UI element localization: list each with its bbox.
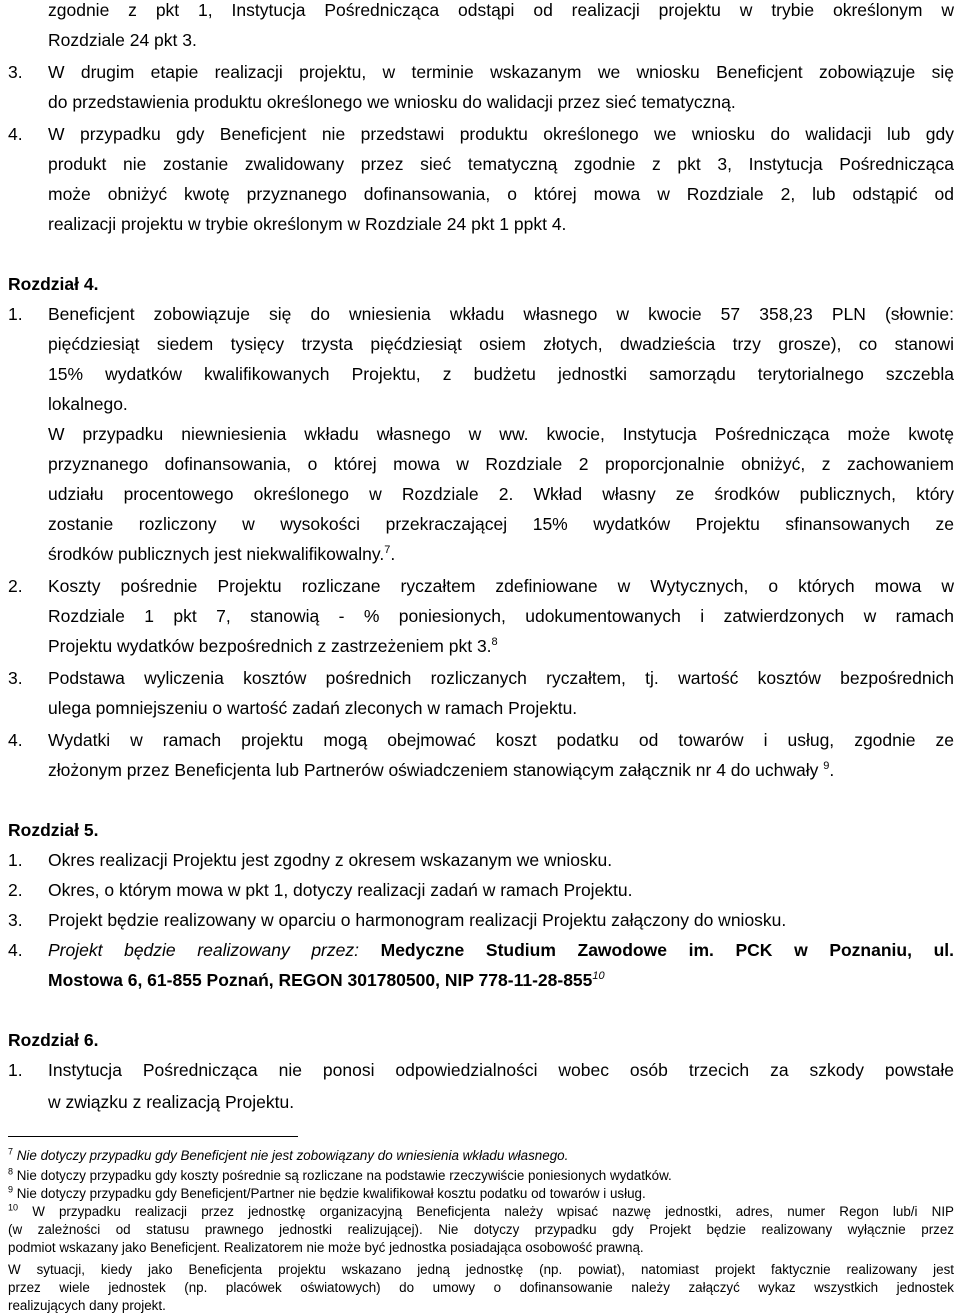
- paragraph-line: [48, 544, 954, 564]
- footnote-text: W przypadku realizacji przez jednostkę organizacyjną Beneficjenta należy wpisać nazwę jednostki, adres, numer Regon lub/i NIP: [32, 1204, 954, 1219]
- list-number: 2.: [8, 880, 23, 900]
- paragraph-line: Koszty pośrednie Projektu rozliczane ryczałtem zdefiniowane w Wytycznych, o których mowa w: [48, 576, 954, 596]
- list-number: 1.: [8, 1060, 23, 1080]
- paragraph-line: pięćdziesiąt siedem tysięcy trzysta pięćdziesiąt osiem złotych, dwadzieścia trzy grosze), co stanowi: [48, 334, 954, 354]
- list-number: 2.: [8, 576, 23, 596]
- paragraph-line: Wydatki w ramach projektu mogą obejmować koszt podatku od towarów i usług, zgodnie ze: [48, 730, 954, 750]
- section-heading: Rozdział 4.: [8, 274, 99, 294]
- paragraph-line: Beneficjent zobowiązuje się do wniesienia wkładu własnego w kwocie 57 358,23 PLN (słownie:: [48, 304, 954, 324]
- list-number: 4.: [8, 730, 23, 750]
- paragraph-text: Projektu wydatków bezpośrednich z zastrzeżeniem pkt 3.: [48, 636, 492, 656]
- list-number: 3.: [8, 62, 23, 82]
- bold-text: Medyczne Studium Zawodowe im. PCK w Poznaniu, ul.: [380, 940, 954, 960]
- footnote-number: 7: [8, 1146, 14, 1157]
- paragraph-line: Instytucja Pośrednicząca nie ponosi odpowiedzialności wobec osób trzecich za szkody powstałe: [48, 1060, 954, 1080]
- list-number: 1.: [8, 304, 23, 324]
- paragraph-text: złożonym przez Beneficjenta lub Partnerów oświadczeniem stanowiącym załącznik nr 4 do uchwały: [48, 760, 819, 780]
- paragraph-line: Okres, o którym mowa w pkt 1, dotyczy realizacji zadań w ramach Projektu.: [48, 880, 633, 900]
- footnote-ref: 8: [491, 636, 498, 649]
- footnote-line: przez wiele jednostek (np. placówek oświatowych) do umowy o dofinansowanie należy załączyć wykaz wszystkich jednostek: [8, 1280, 954, 1295]
- bold-text: Mostowa 6, 61-855 Poznań, REGON 301780500, NIP 778-11-28-855: [48, 970, 593, 990]
- list-number: 3.: [8, 668, 23, 688]
- footnote-line: podmiot wskazany jako Beneficjent. Realizatorem nie może być jednostka posiadająca osobowość prawną.: [8, 1240, 644, 1255]
- paragraph-line: zostanie rozliczony w wysokości przekraczającej 15% wydatków Projektu sfinansowanych ze: [48, 514, 954, 534]
- paragraph-line: ulega pomniejszeniu o wartość zadań zleconych w ramach Projektu.: [48, 698, 578, 718]
- footnote-text: Nie dotyczy przypadku gdy Beneficjent nie jest zobowiązany do wniesienia wkładu własnego.: [16, 1148, 569, 1163]
- paragraph-line: Projekt będzie realizowany w oparciu o harmonogram realizacji Projektu załączony do wniosku.: [48, 910, 787, 930]
- footnote-line: W sytuacji, kiedy jako Beneficjenta projektu wskazano jedną jednostkę (np. powiat), natomiast projekt faktycznie realizowany jest: [8, 1262, 954, 1277]
- paragraph-line: W drugim etapie realizacji projektu, w terminie wskazanym we wniosku Beneficjent zobowiązuje się: [48, 62, 954, 82]
- footnote: [8, 1204, 954, 1220]
- paragraph-text: środków publicznych jest niekwalifikowalny.: [48, 544, 385, 564]
- paragraph-tail: .: [390, 544, 396, 564]
- footnote-ref: 10: [592, 970, 605, 983]
- paragraph-line: Rozdziale 1 pkt 7, stanowią - % poniesionych, udokumentowanych i zatwierdzonych w ramach: [48, 606, 954, 626]
- list-number: 1.: [8, 850, 23, 870]
- footnote-text: Nie dotyczy przypadku gdy Beneficjent/Partner nie będzie kwalifikował kosztu podatku od towarów i usług.: [16, 1186, 646, 1201]
- footnote-text: Nie dotyczy przypadku gdy koszty pośrednie są rozliczane na podstawie rzeczywiście poniesionych wydatków.: [16, 1168, 672, 1183]
- italic-text: Projekt będzie realizowany przez:: [48, 940, 359, 960]
- paragraph-line: przyznanego dofinansowania, o której mowa w Rozdziale 2 proporcjonalnie obniżyć, z zachowaniem: [48, 454, 954, 474]
- paragraph-line: realizacji projektu w trybie określonym w Rozdziale 24 pkt 1 ppkt 4.: [48, 214, 567, 234]
- footnote-ref: 7: [384, 544, 391, 557]
- paragraph-line: W przypadku gdy Beneficjent nie przedstawi produktu określonego we wniosku do walidacji lub gdy: [48, 124, 954, 144]
- footnote-number: 9: [8, 1184, 14, 1195]
- paragraph-line: [48, 760, 954, 780]
- paragraph-line: udziału procentowego określonego w Rozdziale 2. Wkład własny ze środków publicznych, który: [48, 484, 954, 504]
- paragraph-line: do przedstawienia produktu określonego we wniosku do walidacji przez sieć tematyczną.: [48, 92, 736, 112]
- paragraph-line: 15% wydatków kwalifikowanych Projektu, z budżetu jednostki samorządu terytorialnego szczebla: [48, 364, 954, 384]
- paragraph-line: W przypadku niewniesienia wkładu własnego w ww. kwocie, Instytucja Pośrednicząca może kwotę: [48, 424, 954, 444]
- paragraph-line: może obniżyć kwotę przyznanego dofinansowania, o której mowa w Rozdziale 2, lub odstąpić od: [48, 184, 954, 204]
- paragraph-line: [48, 636, 954, 656]
- footnote: [8, 1148, 954, 1164]
- list-number: 4.: [8, 124, 23, 144]
- footnote-number: 8: [8, 1166, 14, 1177]
- paragraph-line: zgodnie z pkt 1, Instytucja Pośrednicząca odstąpi od realizacji projektu w trybie określonym w: [48, 0, 954, 20]
- paragraph-line: produkt nie zostanie zwalidowany przez sieć tematyczną zgodnie z pkt 3, Instytucja Pośrednicząca: [48, 154, 954, 174]
- footnote-line: realizujących dany projekt.: [8, 1298, 166, 1313]
- paragraph-line: Podstawa wyliczenia kosztów pośrednich rozliczanych ryczałtem, tj. wartość kosztów bezpośrednich: [48, 668, 954, 688]
- paragraph-line: Okres realizacji Projektu jest zgodny z okresem wskazanym we wniosku.: [48, 850, 613, 870]
- footnote-line: (w zależności od statusu prawnego jednostki realizującej). Nie dotyczy przypadku gdy Projekt będzie realizowany wyłącznie przez: [8, 1222, 954, 1237]
- footnote-ref: 9: [823, 760, 830, 773]
- footnote: [8, 1186, 954, 1202]
- paragraph-line: [48, 970, 954, 990]
- paragraph-line: [48, 940, 954, 960]
- section-heading: Rozdział 5.: [8, 820, 99, 840]
- paragraph-line: lokalnego.: [48, 394, 128, 414]
- list-number: 3.: [8, 910, 23, 930]
- footnote-number: 10: [8, 1202, 19, 1213]
- list-number: 4.: [8, 940, 23, 960]
- footnote-separator: [8, 1136, 298, 1137]
- paragraph-line: w związku z realizacją Projektu.: [48, 1092, 295, 1112]
- section-heading: Rozdział 6.: [8, 1030, 99, 1050]
- footnote: [8, 1168, 954, 1184]
- paragraph-tail: .: [829, 760, 835, 780]
- paragraph-line: Rozdziale 24 pkt 3.: [48, 30, 197, 50]
